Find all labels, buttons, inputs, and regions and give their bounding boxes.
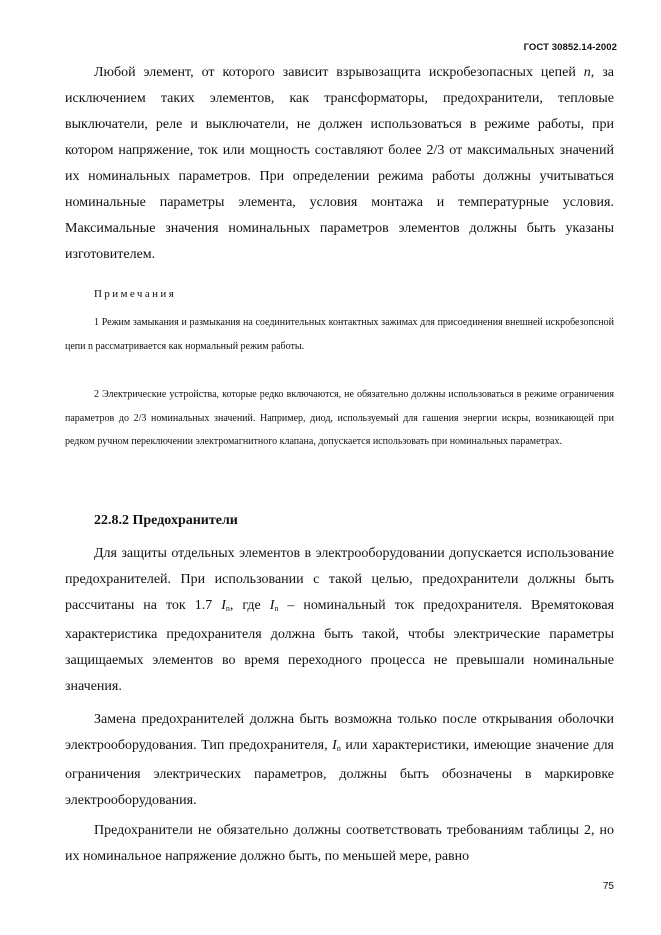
- page-number: 75: [602, 881, 614, 892]
- paragraph-fuse-protection: Для защиты отдельных элементов в электрооборудовании допускается использование предохранителей. При использовании с такой целью, предохранители должны быть рассчитаны на ток 1.7 $I_n$, где $I_n$ – номинальный ток предохранителя. Времятоковая характеристика предохранителя должна быть такой, чтобы электрические параметры защищаемых элементов во время переходного процесса не превышали номинальные значения.: [65, 546, 615, 694]
- symbol-i: I: [332, 738, 337, 753]
- paragraph-element-operation-mode: [65, 60, 614, 268]
- paragraph-text: Любой элемент, от которого зависит взрывозащита искробезопасных цепей: [94, 65, 584, 80]
- symbol-i: I: [221, 598, 226, 613]
- section-heading: 22.8.2 Предохранители: [94, 513, 238, 528]
- paragraph-text: , за исключением таких элементов, как трансформаторы, предохранители, тепловые выключатели, реле и выключатели, не должен использоваться в режиме работы, при котором напряжение, ток или мощность составляют более 2/3 от максимальных значений их номинальных параметров. При определении режима работы должны учитываться номинальные параметры элемента, условия монтажа и температурные условия. Максимальные значения номинальных параметров элементов должны быть указаны изготовителем.: [65, 65, 615, 262]
- symbol-i: I: [269, 598, 275, 613]
- paragraph-fuse-requirements: Предохранители не обязательно должны соответствовать требованиям таблицы 2, но их номинальное напряжение должно быть, по меньшей мере, равно: [65, 823, 614, 864]
- symbol-n: n: [583, 65, 591, 80]
- paragraph-fuse-replacement: Замена предохранителей должна быть возможна только после открывания оболочки электрооборудования. Тип предохранителя, $I_n$ или характеристики, имеющие значение для ограничения электрических параметров, должны быть обозначены в маркировке электрооборудования.: [65, 712, 615, 808]
- note-2: 2 Электрические устройства, которые редко включаются, не обязательно должны использоваться в режиме ограничения параметров до 2/3 номинальных значений. Например, диод, используемый для гашения энергии искры, возникающей при редком ручном переключении электромагнитного клапана, допускается использовать при номинальных параметрах.: [65, 389, 614, 447]
- note-1: 1 Режим замыкания и размыкания на соединительных контактных зажимах для присоединения внешней искробезопсной цепи n рассматривается как нормальный режим работы.: [65, 317, 614, 352]
- notes-title: Примечания: [94, 288, 177, 300]
- document-header: ГОСТ 30852.14-2002: [523, 42, 617, 53]
